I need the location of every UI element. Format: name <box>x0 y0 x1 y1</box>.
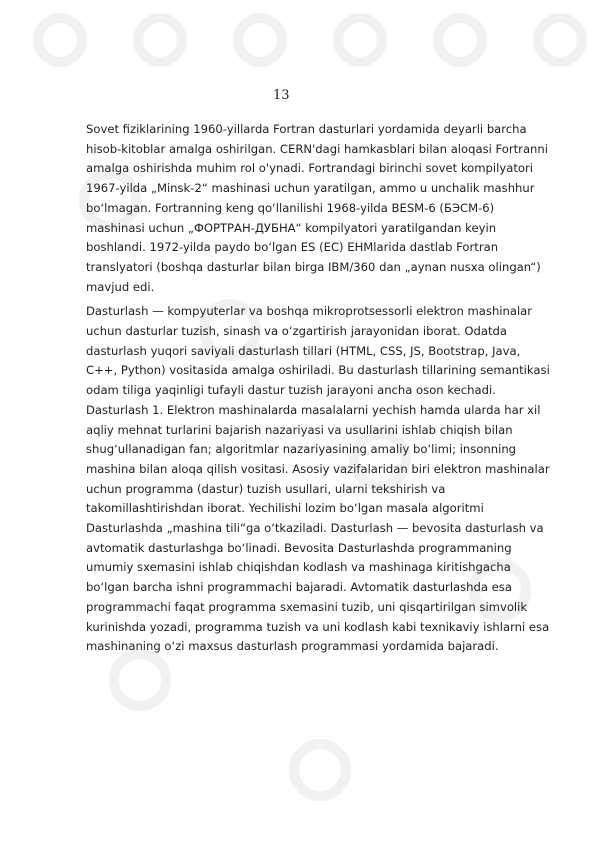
paragraph-fortran-history: Sovet fiziklarining 1960-yillarda Fortran dasturlari yordamida deyarli barcha hisob-kitoblar amalga oshirilgan. CERN'dagi hamkasblari bilan aloqasi Fortranni amalga oshirishda muhim rol o'ynadi. Fortrandagi birinchi sovet kompilyatori 1967-yilda „Minsk-2“ mashinasi uchun yaratilgan, ammo u unchalik mashhur bo‘lmagan. Fortranning keng qo‘llanilishi 1968-yilda BESM-6 (БЭСМ-6) mashinasi uchun „ФОРТРАН-ДУБНА“ kompilyatori yaratilgandan keyin boshlandi. 1972-yilda paydo bo‘lgan ES (ЕС) EHMlarida dastlab Fortran translyatori (boshqa dasturlar bilan birga IBM/360 dan „aynan nusxa olingan“) mavjud edi. <box>86 122 548 294</box>
paragraph-programming-definition: Dasturlash — kompyuterlar va boshqa mikroprotsessorli elektron mashinalar uchun dasturlar tuzish, sinash va o‘zgartirish jarayonidan iborat. Odatda dasturlash yuqori saviyali dasturlash tillari (HTML, CSS, JS, Bootstrap, Java, C++, Python) vositasida amalga oshiriladi. Bu dasturlash tillarining semantikasi odam tiliga yaqinligi tufayli dastur tuzish jarayoni ancha oson kechadi. Dasturlash 1. Elektron mashinalarda masalalarni yechish hamda ularda har xil aqliy mehnat turlarini bajarish nazariyasi va usullarini ishlab chiqish bilan shug‘ullanadigan fan; algoritmlar nazariyasining amaliy bo‘limi; insonning mashina bilan aloqa qilish vositasi. Asosiy vazifalaridan biri elektron mashinalar uchun programma (dastur) tuzish usullari, ularni tekshirish va takomillashtirishdan iborat. Yechilishi lozim bo‘lgan masala algoritmi Dasturlashda „mashina tili“ga o‘tkaziladi. Dasturlash — bevosita dasturlash va avtomatik dasturlashga bo‘linadi. Bevosita Dasturlashda programmaning umumiy sxemasini ishlab chiqishdan kodlash va mashinaga kiritishgacha bo‘lgan barcha ishni programmachi bajaradi. Avtomatik dasturlashda esa programmachi faqat programma sxemasini tuzib, uni qisqartirilgan simvolik kurinishda yozadi, programma tuzish va uni kodlash kabi texnikaviy ishlarni esa mashinaning o‘zi maxsus dasturlash programmasi yordamida bajaradi. <box>86 304 550 654</box>
page-number: 13 <box>273 88 290 103</box>
document-body <box>86 120 554 662</box>
